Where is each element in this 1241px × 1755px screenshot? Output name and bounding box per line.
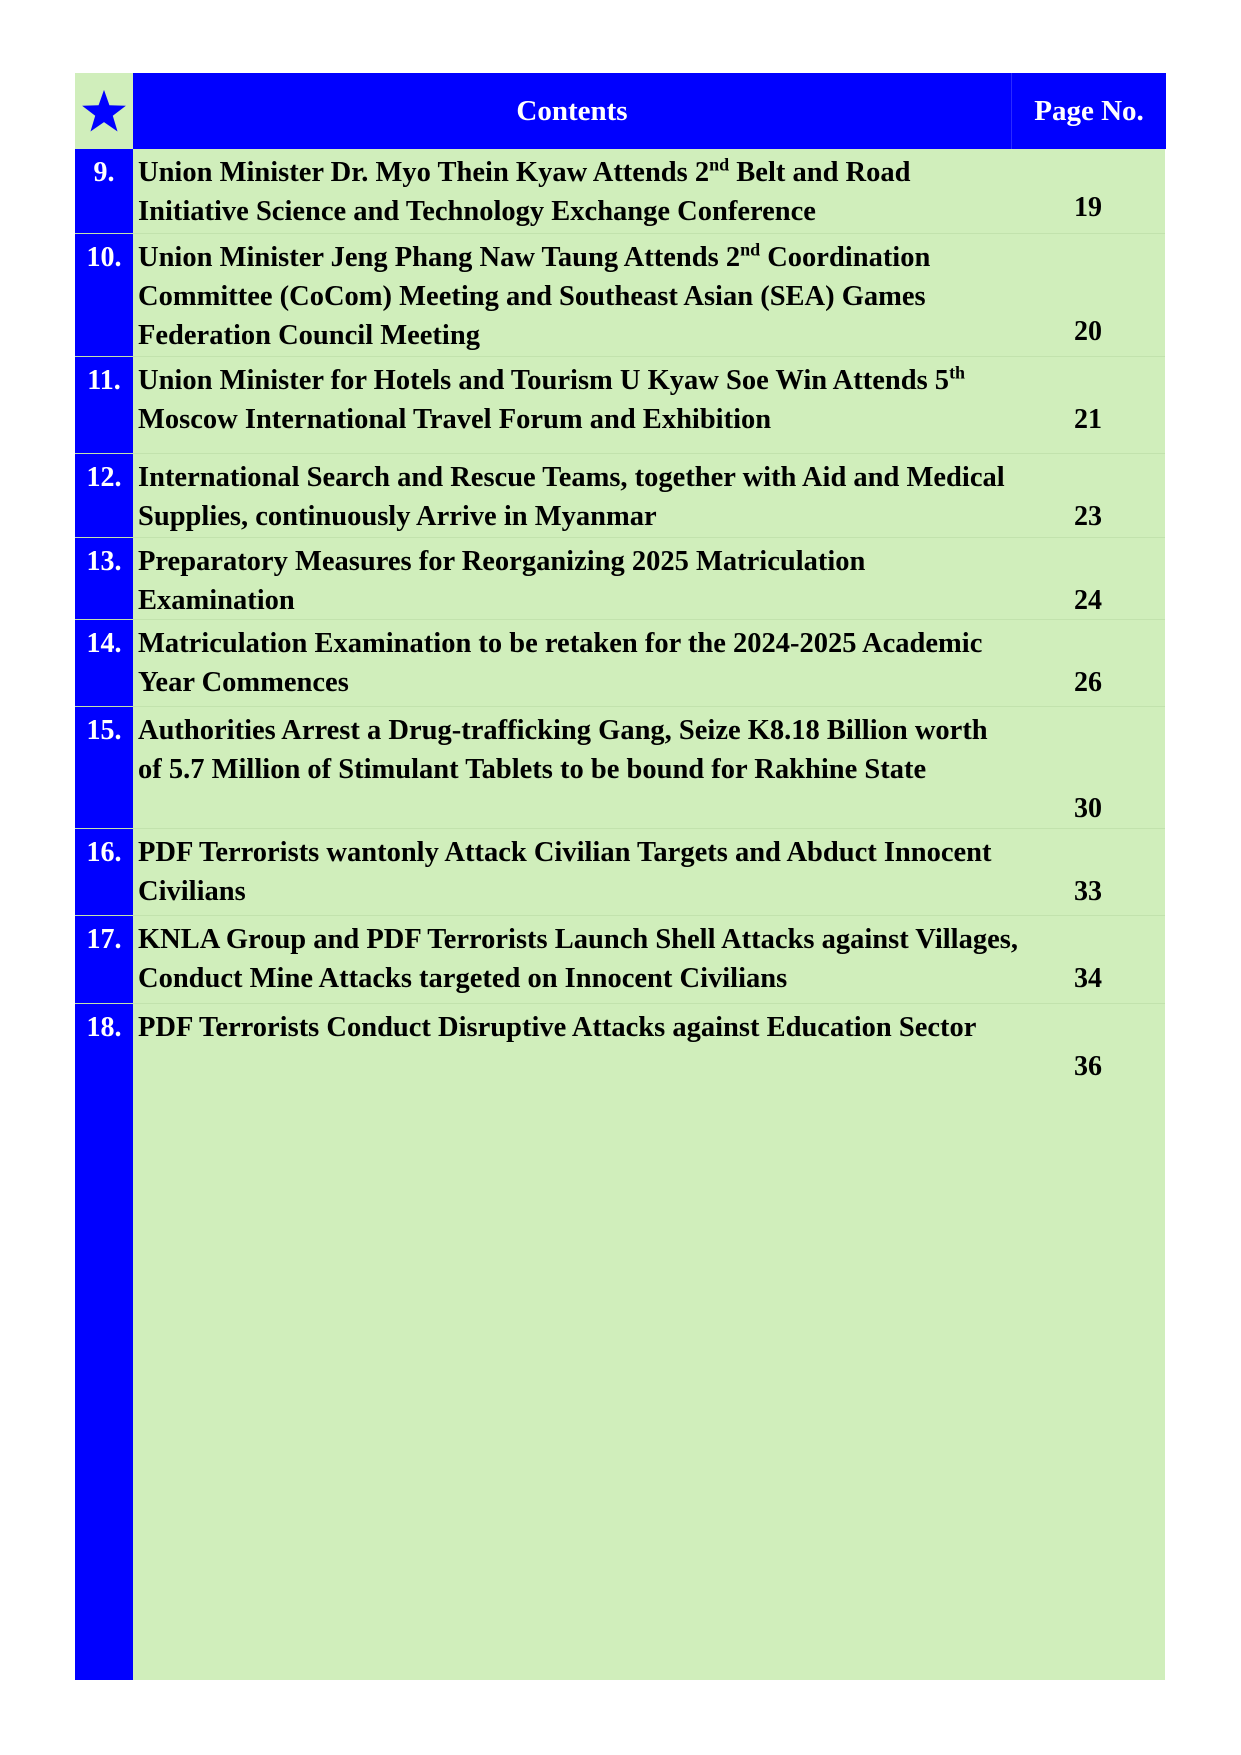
entry-title: Matriculation Examination to be retaken for the 2024-2025 Academic Year Commences [138,628,983,698]
entry-title: Preparatory Measures for Reorganizing 2025 Matriculation Examination [138,546,866,616]
entry-number: 15. [86,715,122,746]
toc-entry[interactable] [75,1003,1165,1104]
entry-title: International Search and Rescue Teams, together with Aid and Medical Supplies, continuously Arrive in Myanmar [138,462,1005,532]
entry-page: 21 [1074,404,1102,435]
entry-number: 13. [86,546,122,577]
toc-entry[interactable] [75,828,1165,916]
entry-page: 33 [1074,876,1102,907]
entry-page: 20 [1074,316,1102,347]
entry-title: PDF Terrorists Conduct Disruptive Attacks against Education Sector [138,1012,977,1043]
toc-entry[interactable] [75,915,1165,1003]
entry-number: 11. [87,365,121,396]
entry-number: 14. [86,628,122,659]
star-icon [81,88,127,134]
toc-entry[interactable] [75,356,1165,453]
page-number-heading: Page No. [1011,73,1166,149]
toc-entry[interactable] [75,706,1165,829]
toc-header [75,73,1165,149]
entry-number: 12. [86,462,122,493]
entry-title: PDF Terrorists wantonly Attack Civilian Targets and Abduct Innocent Civilians [138,837,992,907]
entry-page: 24 [1074,585,1102,616]
entry-title: KNLA Group and PDF Terrorists Launch Shell Attacks against Villages, Conduct Mine Attacks targeted on Innocent Civilians [138,924,1018,994]
entry-number: 16. [86,837,122,868]
toc-entry[interactable] [75,149,1165,232]
contents-heading: Contents [133,73,1011,149]
toc-entry[interactable] [75,453,1165,538]
toc-entry[interactable] [75,537,1165,620]
toc-entry[interactable] [75,619,1165,707]
entry-page: 30 [1074,793,1102,824]
entry-number: 18. [86,1012,122,1043]
entry-page: 23 [1074,501,1102,532]
entry-number: 17. [86,924,122,955]
entry-title: Union Minister for Hotels and Tourism U Kyaw Soe Win Attends 5th Moscow International Travel Forum and Exhibition [138,362,966,435]
entry-title: Union Minister Jeng Phang Naw Taung Attends 2nd Coordination Committee (CoCom) Meeting and Southeast Asian (SEA) Games Federation Council Meeting [138,239,931,351]
entry-page: 19 [1074,192,1102,223]
entry-title: Union Minister Dr. Myo Thein Kyaw Attends 2nd Belt and Road Initiative Science and Technology Exchange Conference [138,154,911,227]
entry-page: 34 [1074,963,1102,994]
table-of-contents [75,73,1165,1680]
entry-number: 10. [86,242,122,273]
entry-number: 9. [93,157,115,188]
entry-page: 26 [1074,667,1102,698]
entry-title: Authorities Arrest a Drug-trafficking Gang, Seize K8.18 Billion worth of 5.7 Million of Stimulant Tablets to be bound for Rakhine State [138,715,988,785]
entry-page: 36 [1074,1051,1102,1082]
toc-entry[interactable] [75,233,1165,357]
star-cell [75,73,133,149]
